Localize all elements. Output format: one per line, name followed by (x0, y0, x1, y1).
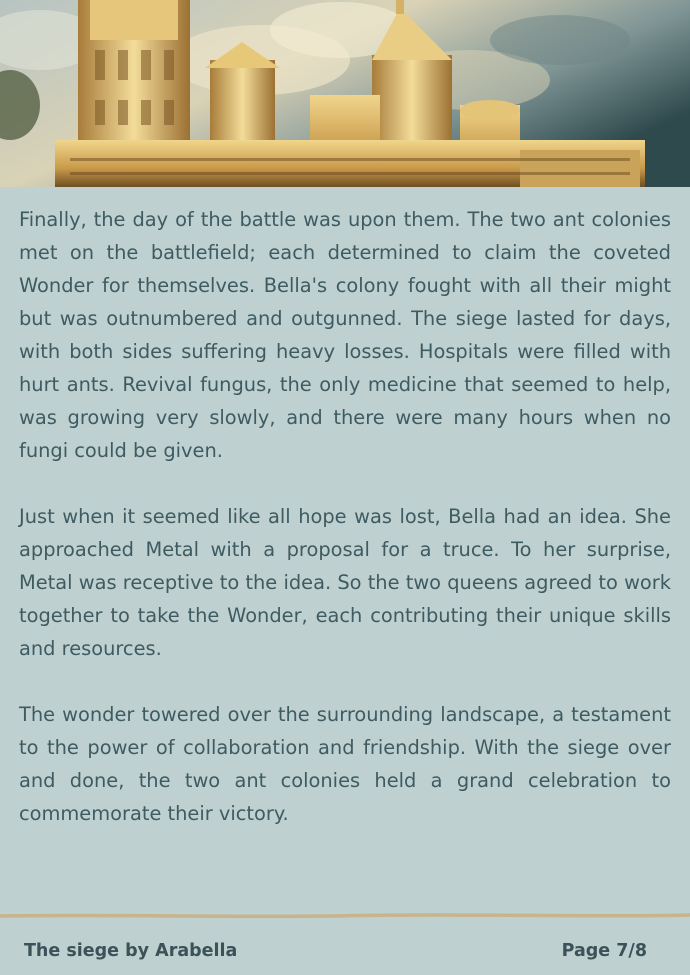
paragraph: Just when it seemed like all hope was lost, Bella had an idea. She approached Metal with a proposal for a truce. To her surprise, Metal was receptive to the idea. So the two queens agreed to work together to take the Wonder, each contributing their unique skills and resources. (19, 505, 671, 660)
book-title: The siege by Arabella (24, 941, 238, 961)
header-illustration (0, 0, 690, 187)
paragraph: Finally, the day of the battle was upon them. The two ant colonies met on the battlefield; each determined to claim the coveted Wonder for themselves. Bella's colony fought with all their might but was outnumbered and outgunned. The siege lasted for days, with both sides suffering heavy losses. Hospitals were filled with hurt ants. Revival fungus, the only medicine that seemed to help, was growing very slowly, and there were many hours when no fungi could be given. (19, 208, 671, 462)
palace-illustration-image (0, 0, 690, 187)
paragraph: The wonder towered over the surrounding landscape, a testament to the power of collaboration and friendship. With the siege over and done, the two ant colonies held a grand celebration to commemorate their victory. (19, 703, 671, 825)
story-text (19, 203, 671, 863)
page-number: Page 7/8 (561, 941, 647, 961)
footer-divider (0, 913, 690, 919)
